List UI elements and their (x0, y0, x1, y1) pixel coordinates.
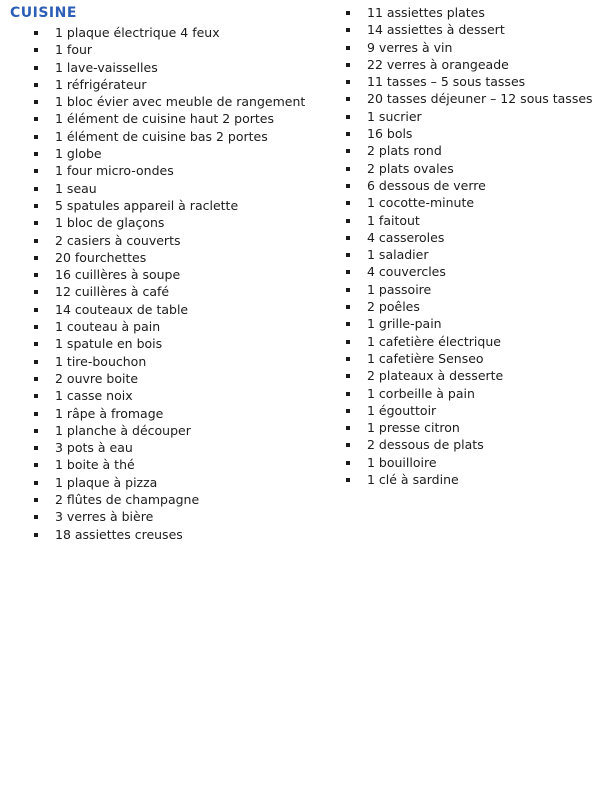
item-label: 18 assiettes creuses (55, 526, 183, 542)
list-item (10, 387, 320, 404)
square-bullet-icon (34, 169, 38, 173)
list-item (10, 266, 320, 283)
item-label: 4 casseroles (367, 229, 445, 245)
square-bullet-icon (34, 100, 38, 104)
list-item (10, 145, 320, 162)
square-bullet-icon (346, 374, 350, 378)
square-bullet-icon (34, 308, 38, 312)
page-title: CUISINE (10, 5, 77, 21)
item-label: 1 planche à découper (55, 422, 191, 438)
item-label: 1 presse citron (367, 420, 460, 436)
square-bullet-icon (34, 48, 38, 52)
item-label: 1 égouttoir (367, 402, 437, 418)
square-bullet-icon (346, 340, 350, 344)
square-bullet-icon (34, 221, 38, 225)
square-bullet-icon (346, 11, 350, 15)
square-bullet-icon (34, 481, 38, 485)
square-bullet-icon (346, 357, 350, 361)
square-bullet-icon (346, 115, 350, 119)
square-bullet-icon (34, 342, 38, 346)
item-label: 1 four (55, 42, 93, 58)
list-item (10, 301, 320, 318)
item-label: 1 seau (55, 180, 97, 196)
list-item (10, 110, 320, 127)
item-label: 2 plateaux à desserte (367, 368, 504, 384)
item-label: 1 cafetière électrique (367, 333, 501, 349)
square-bullet-icon (34, 135, 38, 139)
square-bullet-icon (34, 533, 38, 537)
square-bullet-icon (34, 325, 38, 329)
list-item (10, 162, 320, 179)
item-label: 4 couvercles (367, 264, 446, 280)
item-label: 1 clé à sardine (367, 472, 459, 488)
list-item (10, 93, 320, 110)
item-label: 14 couteaux de table (55, 301, 189, 317)
square-bullet-icon (34, 204, 38, 208)
item-label: 1 réfrigérateur (55, 76, 147, 92)
item-label: 16 cuillères à soupe (55, 267, 181, 283)
square-bullet-icon (34, 429, 38, 433)
list-item (322, 454, 615, 471)
item-label: 1 saladier (367, 247, 429, 263)
item-label: 1 casse noix (55, 388, 133, 404)
square-bullet-icon (34, 515, 38, 519)
left-column (10, 4, 320, 543)
list-item (10, 59, 320, 76)
item-label: 1 cafetière Senseo (367, 350, 484, 366)
square-bullet-icon (34, 66, 38, 70)
list-item (322, 471, 615, 488)
item-label: 1 couteau à pain (55, 319, 161, 335)
item-label: 1 tire-bouchon (55, 353, 147, 369)
square-bullet-icon (346, 443, 350, 447)
list-item (10, 318, 320, 335)
item-label: 1 bouilloire (367, 454, 437, 470)
square-bullet-icon (346, 236, 350, 240)
list-item (10, 214, 320, 231)
item-label: 6 dessous de verre (367, 177, 486, 193)
item-label: 2 poêles (367, 299, 420, 315)
item-label: 22 verres à orangeade (367, 56, 509, 72)
list-item (322, 367, 615, 384)
item-label: 1 élément de cuisine haut 2 portes (55, 111, 275, 127)
square-bullet-icon (34, 31, 38, 35)
square-bullet-icon (346, 63, 350, 67)
list-item (10, 197, 320, 214)
list-item (322, 90, 615, 107)
item-label: 2 casiers à couverts (55, 232, 181, 248)
list-item (322, 263, 615, 280)
item-label: 1 sucrier (367, 108, 422, 124)
item-label: 5 spatules appareil à raclette (55, 197, 239, 213)
square-bullet-icon (34, 360, 38, 364)
square-bullet-icon (346, 219, 350, 223)
inventory-list-right (322, 4, 615, 488)
list-item (10, 24, 320, 41)
list-item (322, 194, 615, 211)
square-bullet-icon (346, 305, 350, 309)
list-item (10, 41, 320, 58)
square-bullet-icon (34, 117, 38, 121)
inventory-list-left (10, 24, 320, 543)
list-item (10, 353, 320, 370)
item-label: 1 faitout (367, 212, 420, 228)
list-item (10, 249, 320, 266)
list-item (322, 229, 615, 246)
square-bullet-icon (34, 187, 38, 191)
item-label: 1 cocotte-minute (367, 195, 475, 211)
list-item (10, 456, 320, 473)
list-item (10, 405, 320, 422)
square-bullet-icon (34, 446, 38, 450)
item-label: 12 cuillères à café (55, 284, 170, 300)
item-label: 1 plaque à pizza (55, 474, 158, 490)
item-label: 1 bloc évier avec meuble de rangement (55, 94, 306, 110)
square-bullet-icon (346, 167, 350, 171)
item-label: 9 verres à vin (367, 39, 453, 55)
item-label: 1 élément de cuisine bas 2 portes (55, 128, 268, 144)
list-item (322, 39, 615, 56)
square-bullet-icon (346, 270, 350, 274)
square-bullet-icon (346, 322, 350, 326)
list-item (322, 56, 615, 73)
list-item (322, 142, 615, 159)
list-item (10, 180, 320, 197)
list-item (10, 335, 320, 352)
item-label: 1 four micro-ondes (55, 163, 174, 179)
square-bullet-icon (346, 288, 350, 292)
list-item (322, 281, 615, 298)
list-item (322, 177, 615, 194)
list-item (322, 333, 615, 350)
square-bullet-icon (346, 478, 350, 482)
square-bullet-icon (346, 201, 350, 205)
list-item (10, 232, 320, 249)
square-bullet-icon (346, 426, 350, 430)
list-item (10, 422, 320, 439)
list-item (322, 246, 615, 263)
square-bullet-icon (34, 83, 38, 87)
square-bullet-icon (34, 498, 38, 502)
square-bullet-icon (346, 409, 350, 413)
item-label: 2 dessous de plats (367, 437, 484, 453)
list-item (10, 508, 320, 525)
square-bullet-icon (346, 253, 350, 257)
list-item (322, 385, 615, 402)
item-label: 2 plats rond (367, 143, 442, 159)
item-label: 1 râpe à fromage (55, 405, 164, 421)
square-bullet-icon (346, 46, 350, 50)
list-item (322, 402, 615, 419)
list-item (10, 283, 320, 300)
square-bullet-icon (346, 184, 350, 188)
item-label: 20 tasses déjeuner – 12 sous tasses (367, 91, 593, 107)
item-label: 1 plaque électrique 4 feux (55, 25, 220, 40)
square-bullet-icon (34, 412, 38, 416)
list-item (322, 125, 615, 142)
list-item (10, 439, 320, 456)
item-label: 16 bols (367, 126, 413, 142)
list-item (322, 419, 615, 436)
item-label: 3 pots à eau (55, 440, 133, 456)
item-label: 1 lave-vaisselles (55, 59, 158, 75)
item-label: 11 assiettes plates (367, 5, 485, 20)
item-label: 1 passoire (367, 281, 432, 297)
square-bullet-icon (346, 97, 350, 101)
item-label: 14 assiettes à dessert (367, 22, 505, 38)
list-item (322, 298, 615, 315)
square-bullet-icon (346, 461, 350, 465)
right-column (322, 4, 615, 488)
square-bullet-icon (34, 239, 38, 243)
square-bullet-icon (34, 394, 38, 398)
item-label: 1 boite à thé (55, 457, 135, 473)
item-label: 2 flûtes de champagne (55, 492, 200, 508)
item-label: 1 spatule en bois (55, 336, 163, 352)
square-bullet-icon (34, 273, 38, 277)
square-bullet-icon (34, 377, 38, 381)
square-bullet-icon (34, 256, 38, 260)
list-item (10, 76, 320, 93)
square-bullet-icon (346, 392, 350, 396)
list-item (322, 315, 615, 332)
list-item (322, 212, 615, 229)
list-item (10, 491, 320, 508)
square-bullet-icon (34, 152, 38, 156)
item-label: 1 grille-pain (367, 316, 442, 332)
item-label: 11 tasses – 5 sous tasses (367, 74, 526, 90)
list-item (322, 108, 615, 125)
list-item (322, 350, 615, 367)
list-item (322, 436, 615, 453)
item-label: 20 fourchettes (55, 249, 147, 265)
square-bullet-icon (346, 80, 350, 84)
list-item (10, 370, 320, 387)
list-item (10, 128, 320, 145)
item-label: 1 globe (55, 146, 102, 162)
list-item (322, 4, 615, 21)
list-item (322, 73, 615, 90)
item-label: 2 ouvre boite (55, 370, 139, 386)
item-label: 2 plats ovales (367, 160, 454, 176)
square-bullet-icon (346, 132, 350, 136)
list-item (322, 21, 615, 38)
list-item (10, 474, 320, 491)
item-label: 1 corbeille à pain (367, 385, 475, 401)
list-item (10, 526, 320, 543)
square-bullet-icon (346, 28, 350, 32)
square-bullet-icon (34, 463, 38, 467)
item-label: 3 verres à bière (55, 509, 154, 525)
square-bullet-icon (346, 149, 350, 153)
square-bullet-icon (34, 290, 38, 294)
list-item (322, 160, 615, 177)
item-label: 1 bloc de glaçons (55, 215, 165, 231)
